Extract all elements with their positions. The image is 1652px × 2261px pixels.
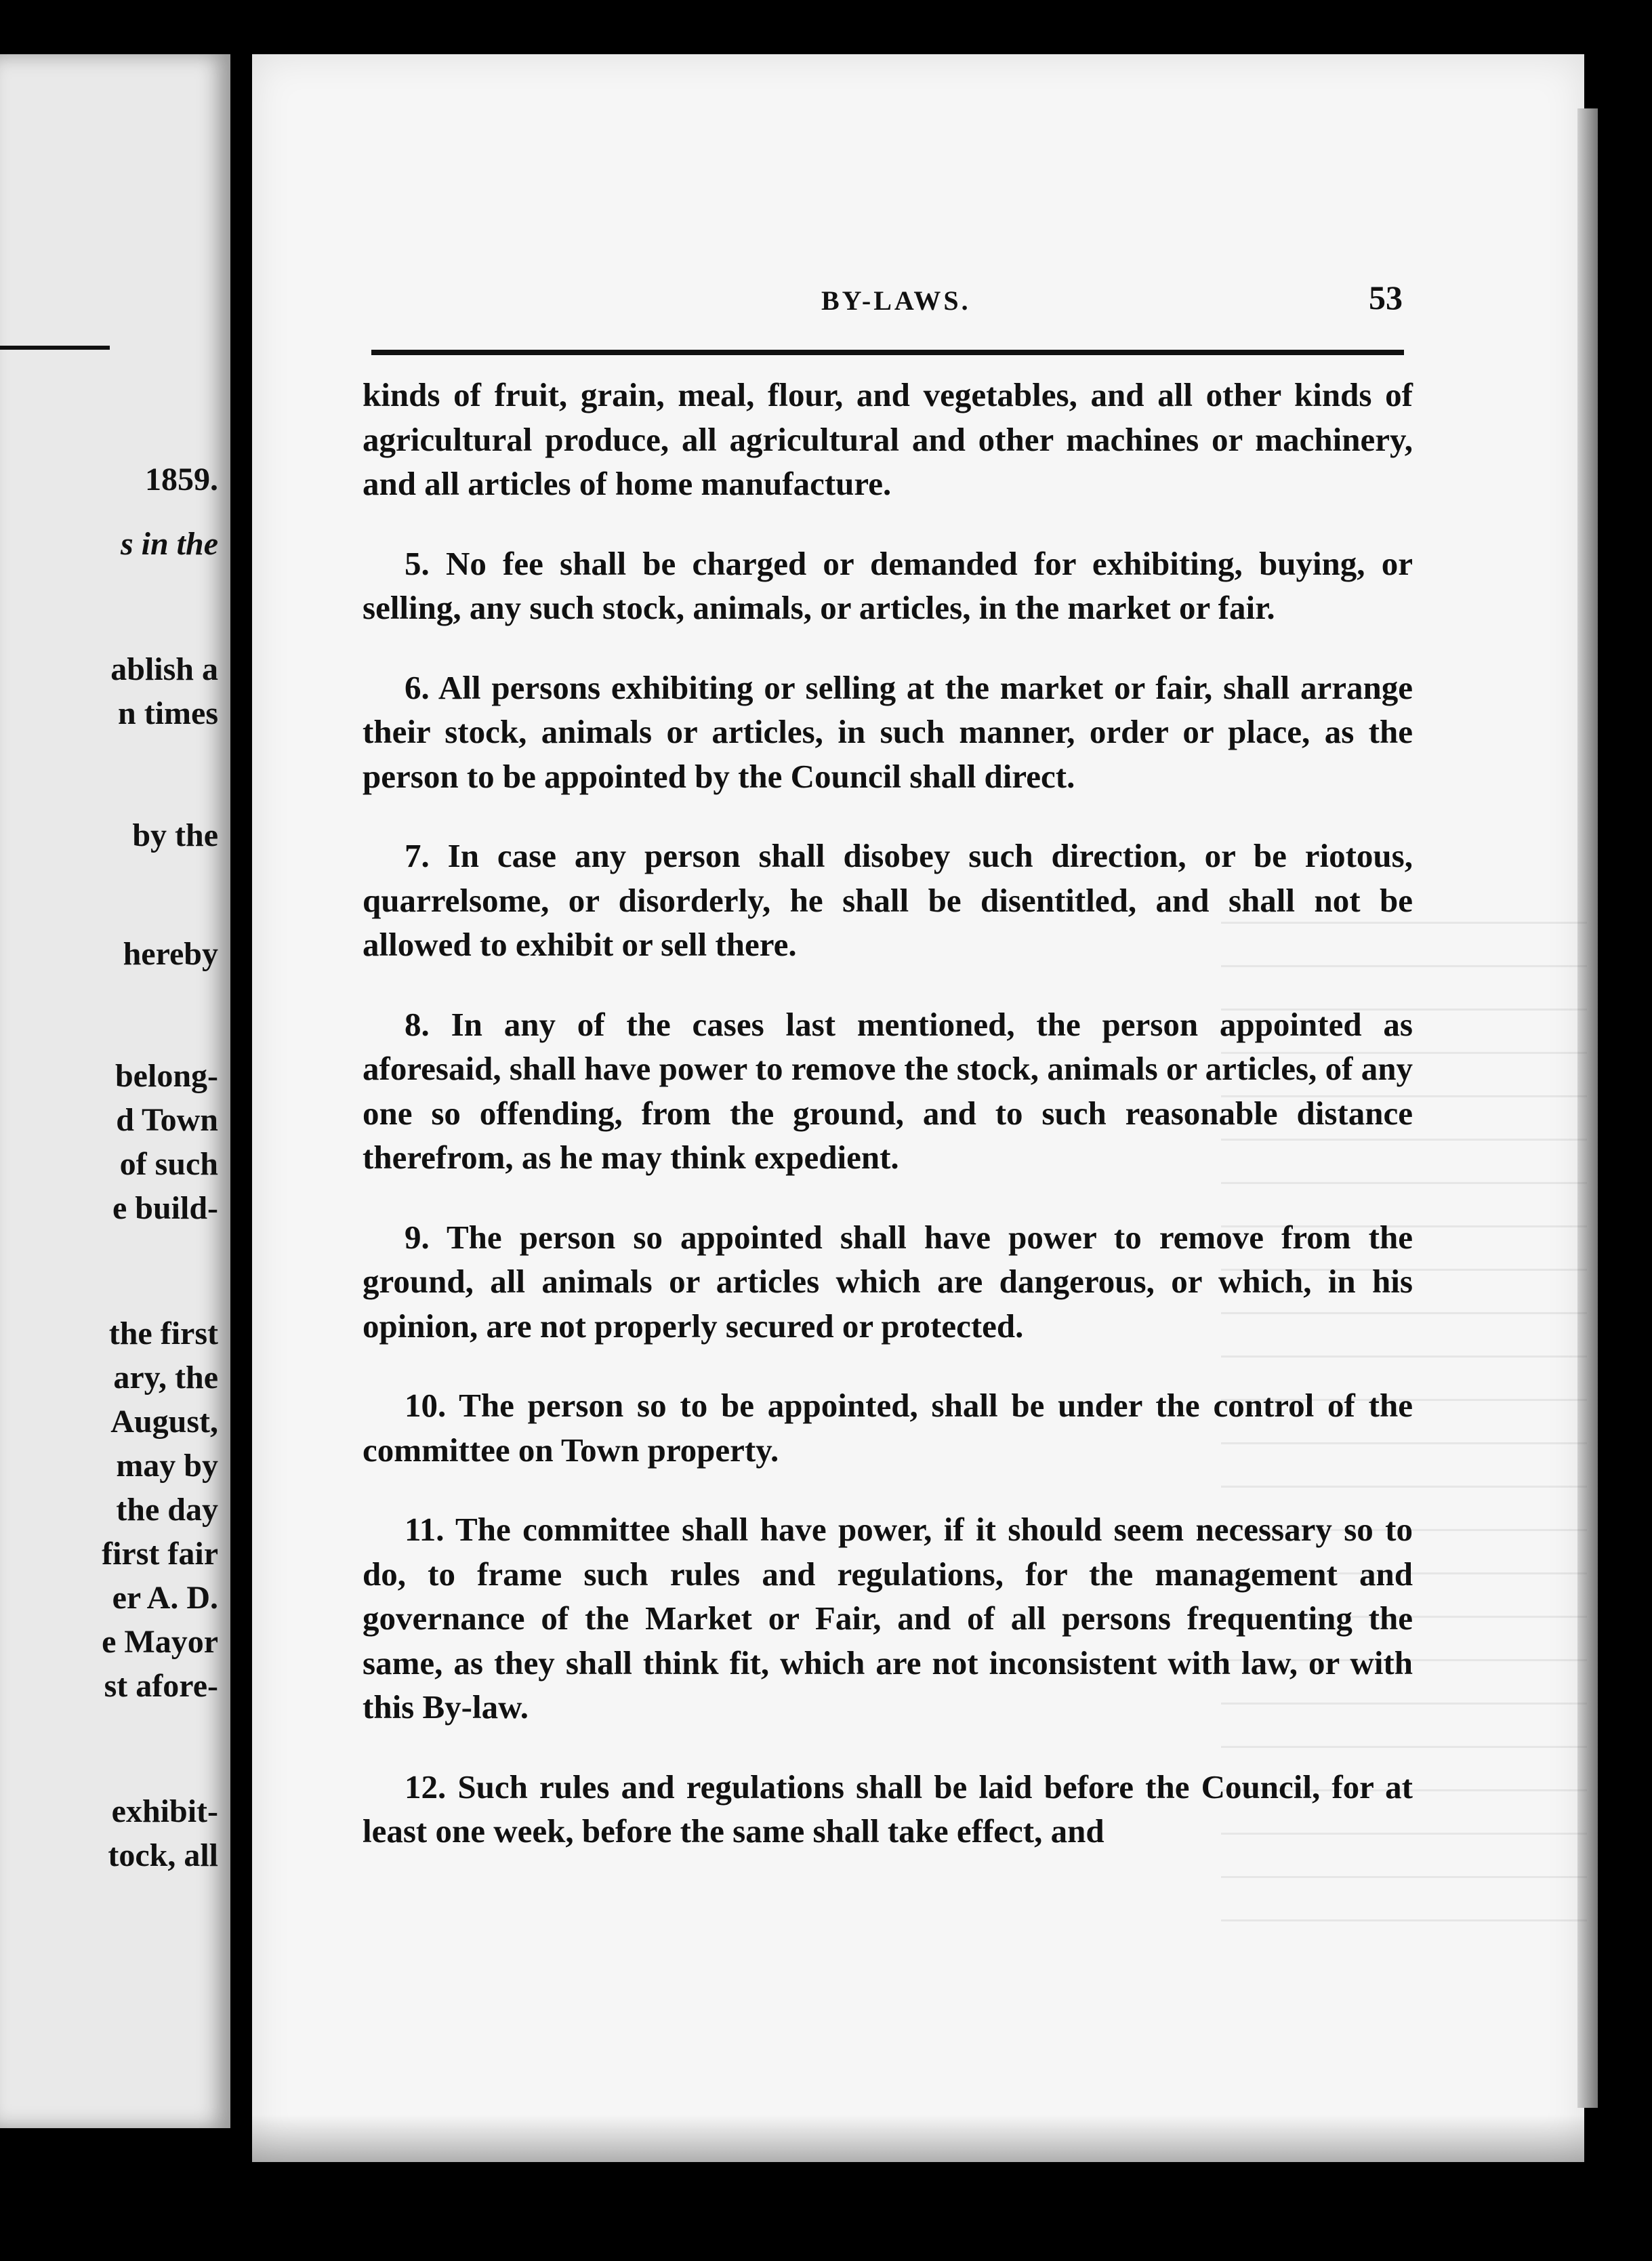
- left-fragment: August,: [110, 1404, 218, 1440]
- page-number: 53: [1369, 279, 1403, 317]
- section-8: 8. In any of the cases last mentioned, the person appointed as aforesaid, shall have power to remove the stock, animals or articles, of any one so offending, from the ground, and to such reasonable distance therefrom, as he may think expedient.: [363, 1005, 1413, 1176]
- left-fragment: ary, the: [113, 1360, 218, 1396]
- book-page: [252, 54, 1584, 2162]
- left-fragment: exhibit-: [111, 1793, 218, 1829]
- section-12: 12. Such rules and regulations shall be laid before the Council, for at least one week, before the same shall take effect, and: [363, 1768, 1413, 1850]
- left-page-margin: [0, 54, 230, 2128]
- body-text: [363, 373, 1413, 1889]
- running-head: BY-LAWS.: [821, 285, 971, 316]
- left-fragment: d Town: [116, 1102, 218, 1138]
- left-fragment: the day: [116, 1492, 218, 1528]
- section-11: 11. The committee shall have power, if it should seem necessary so to do, to frame such rules and regulations, for the management and governance of the Market or Fair, and of all persons frequenting the same, as they shall think fit, which are not inconsistent with law, or with this By-law.: [363, 1511, 1413, 1726]
- left-fragment: 1859.: [145, 462, 218, 497]
- header-rule: [371, 350, 1404, 355]
- section-6: 6. All persons exhibiting or selling at the market or fair, shall arrange their stock, animals or articles, in such manner, order or place, as the person to be appointed by the Council shall direct.: [363, 668, 1413, 795]
- left-fragment: the first: [108, 1316, 218, 1351]
- left-fragment: ablish a: [110, 651, 218, 687]
- left-fragment: e Mayor: [102, 1624, 218, 1660]
- section-5: 5. No fee shall be charged or demanded for exhibiting, buying, or selling, any such stock, animals, or articles, in the market or fair.: [363, 544, 1413, 626]
- left-page-rule: [0, 346, 110, 350]
- left-fragment: may by: [116, 1448, 218, 1484]
- left-fragment: belong-: [115, 1058, 218, 1094]
- section-7: 7. In case any person shall disobey such direction, or be riotous, quarrelsome, or disorderly, he shall be disentitled, and shall not be allowed to exhibit or sell there.: [363, 837, 1413, 963]
- left-fragment: tock, all: [108, 1837, 218, 1873]
- left-fragment: hereby: [123, 936, 218, 972]
- left-fragment: first fair: [102, 1536, 218, 1572]
- page-bottom-shadow: [252, 2115, 1584, 2162]
- left-fragment: of such: [119, 1146, 218, 1182]
- section-9: 9. The person so appointed shall have power to remove from the ground, all animals or articles which are dangerous, or which, in his opinion, are not properly secured or protected.: [363, 1218, 1413, 1345]
- left-fragment: er A. D.: [112, 1580, 218, 1616]
- left-fragment: by the: [132, 817, 218, 853]
- left-fragment: n times: [118, 695, 218, 731]
- left-fragment: e build-: [112, 1190, 218, 1226]
- left-fragment: s in the: [120, 526, 218, 562]
- section-10: 10. The person so to be appointed, shall be under the control of the committee on Town property.: [363, 1387, 1413, 1469]
- left-fragment: st afore-: [104, 1668, 218, 1704]
- paragraph-continuation: kinds of fruit, grain, meal, flour, and vegetables, and all other kinds of agricultural produce, all agricultural and other machines or machinery, and all articles of home manufacture.: [363, 376, 1413, 502]
